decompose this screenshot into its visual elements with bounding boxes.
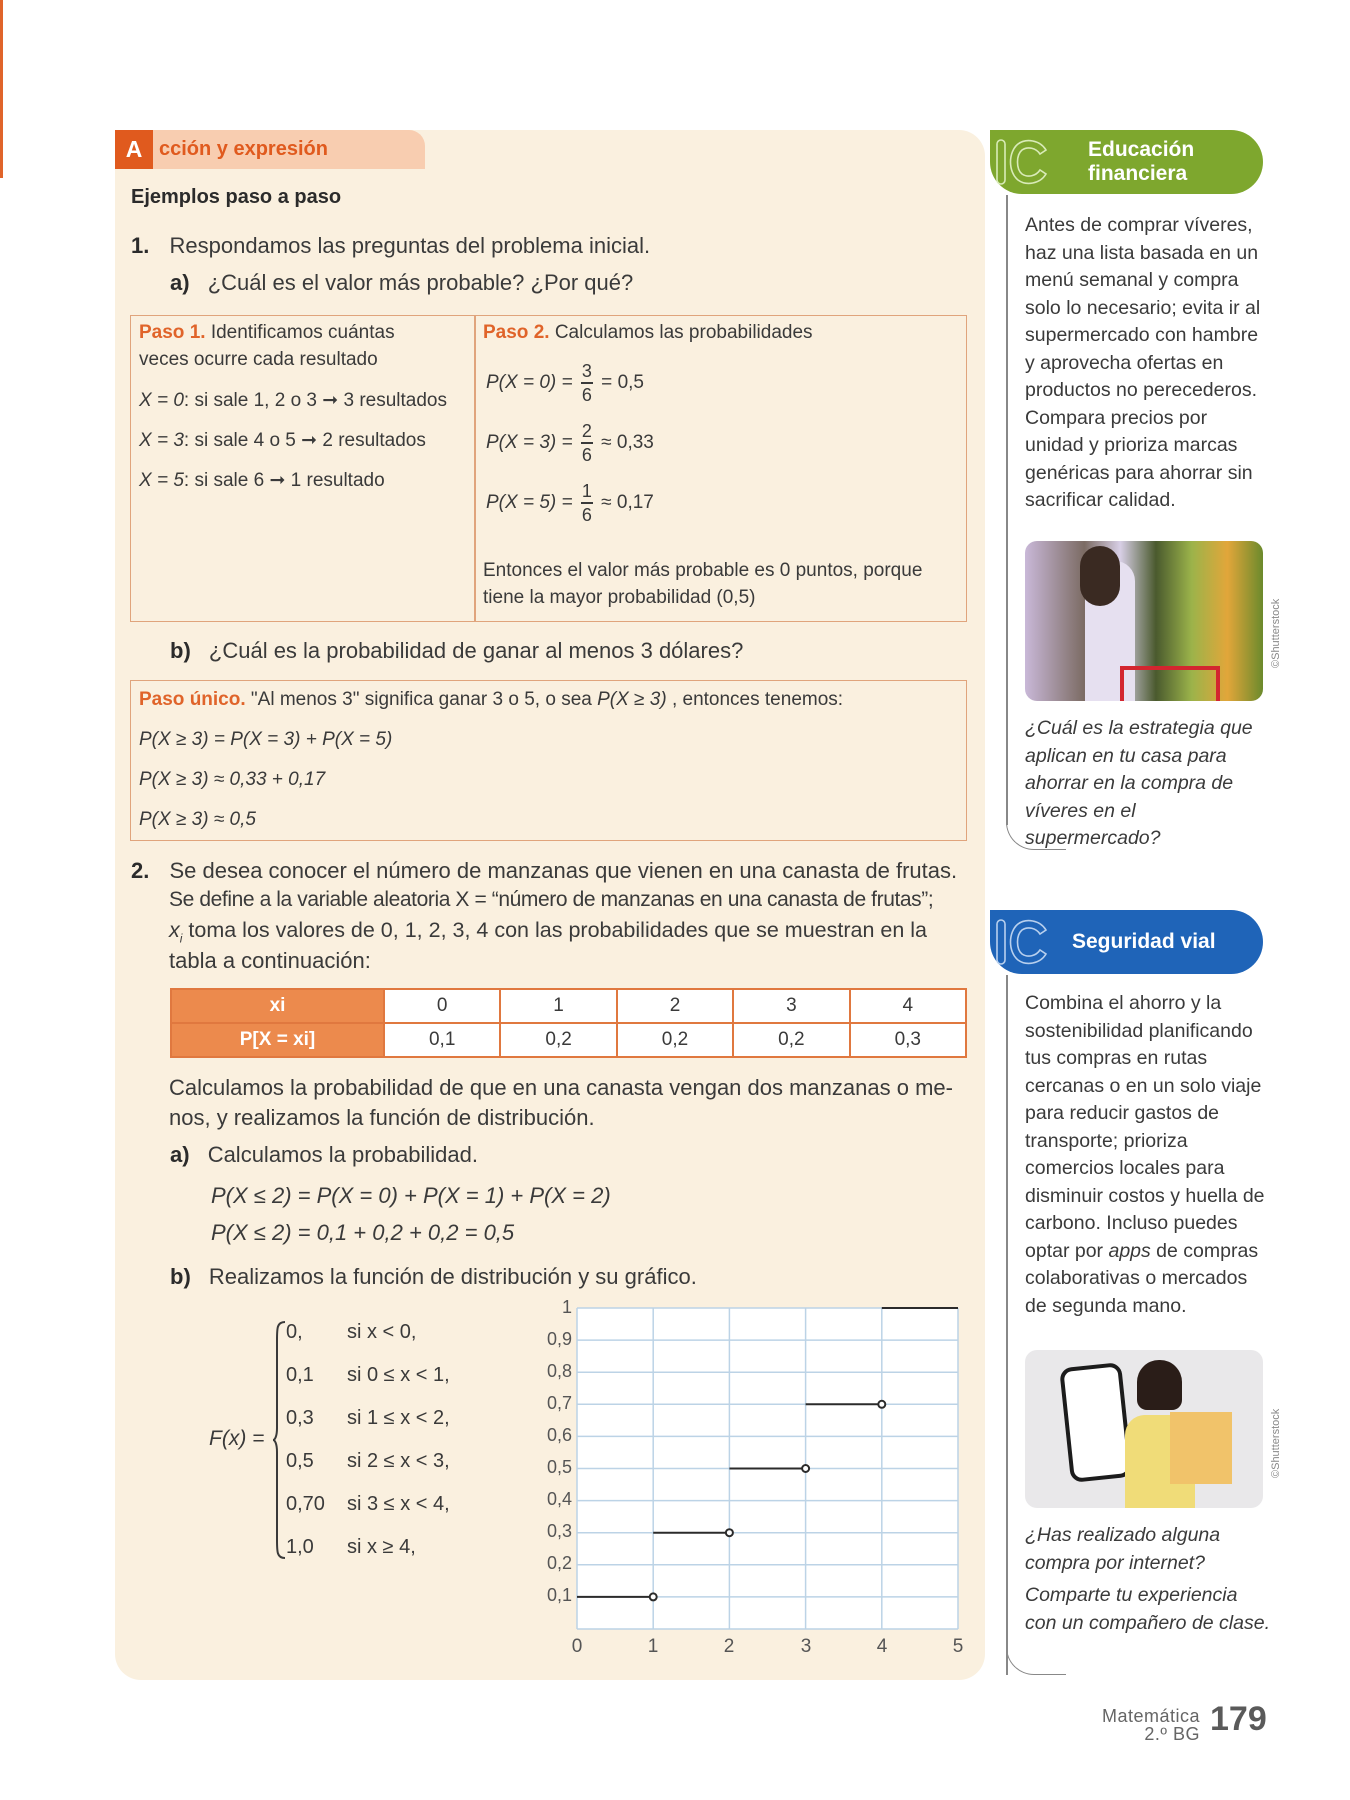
step1-heading: [139, 322, 395, 344]
exercise1-part-b: [170, 638, 743, 664]
part-b-label: b): [170, 1264, 191, 1289]
page-number: 179: [1210, 1700, 1267, 1738]
step2-heading: [483, 322, 813, 344]
step2-conclusion-line2: tiene la mayor probabilidad (0,5): [483, 587, 756, 608]
piece-value: 0,1: [286, 1364, 314, 1386]
piece-condition: si 0 ≤ x < 1,: [347, 1364, 450, 1386]
table-header-xi: xi: [171, 989, 384, 1023]
table-cell: 0,2: [617, 1023, 733, 1057]
card2-question1: ¿Has realizado alguna compra por internet?: [1025, 1524, 1221, 1574]
piece-condition: si 3 ≤ x < 4,: [347, 1493, 450, 1515]
single-step-line: P(X ≥ 3) ≈ 0,33 + 0,17: [139, 769, 326, 790]
card1-text: Antes de comprar víveres, haz una lista basada en un menú semanal y compra solo lo necesario; evita ir al supermercado con hambre y aprovecha ofertas en productos no perecederos. Compara precios por unidad y prioriza marcas genéricas para ahorrar sin sacrificar calidad.: [1025, 214, 1261, 511]
table-header-prob: P[X = xi]: [171, 1023, 384, 1057]
piece-value: 1,0: [286, 1536, 314, 1558]
card1-border: [1006, 195, 1008, 825]
x-tick-label: 2: [723, 1636, 735, 1657]
exercise2-line3: [169, 918, 927, 945]
y-tick-label: 1: [561, 1297, 572, 1317]
exercise2-line4: tabla a continuación:: [169, 948, 371, 973]
y-tick-label: 0,8: [546, 1361, 572, 1381]
part-b-question: ¿Cuál es la probabilidad de ganar al menos 3 dólares?: [208, 638, 744, 663]
table-row-xi: [171, 989, 966, 1023]
part-a-label: a): [170, 270, 190, 295]
variable-x: x: [169, 918, 180, 942]
y-tick-label: 0,4: [546, 1489, 572, 1509]
card2-text-part2: de compras colaborativas o mercados de segunda mano.: [1025, 1239, 1259, 1317]
table-cell: 2: [617, 989, 733, 1023]
piece-condition: si x < 0,: [347, 1321, 417, 1343]
step1-case: [139, 429, 426, 452]
single-step-text: "Al menos 3" significa ganar 3 o 5, o sea: [250, 689, 592, 710]
y-tick-label: 0,7: [546, 1393, 572, 1413]
numerator: 1: [581, 481, 592, 501]
x-tick-label: 1: [647, 1636, 659, 1657]
table-cell: 0: [384, 989, 500, 1023]
step2-title: Paso 2.: [483, 322, 550, 343]
table-cell: 0,1: [384, 1023, 500, 1057]
x-tick-label: 3: [800, 1636, 812, 1657]
card1-title-line2: financiera: [1088, 162, 1188, 186]
table-cell: 0,2: [500, 1023, 616, 1057]
card2-border-curve: [1006, 1635, 1066, 1675]
relation: =: [601, 371, 613, 393]
exercise2-line3-text: toma los valores de 0, 1, 2, 3, 4 con las probabilidades que se muestran en la: [188, 918, 928, 942]
card1-photo-credit: ©Shutterstock: [1270, 598, 1282, 668]
y-tick-label: 0,5: [546, 1457, 572, 1477]
subscript-i: i: [179, 931, 183, 946]
step1-case: [139, 389, 447, 412]
card2-text: [1025, 990, 1270, 1320]
relation: ≈: [601, 491, 612, 513]
card2-border: [1006, 975, 1008, 1675]
card1-title-line1: Educación: [1088, 138, 1195, 161]
single-step-line: P(X ≥ 3) = P(X = 3) + P(X = 5): [139, 729, 393, 750]
piece-value: 0,70: [286, 1493, 325, 1515]
piece-condition: si x ≥ 4,: [347, 1536, 416, 1558]
piece-value: 0,3: [286, 1407, 314, 1429]
probability-equation: [486, 482, 654, 524]
ic-logo-icon: [994, 136, 1054, 188]
exercise2-line2: Se define a la variable aleatoria X = “número de manzanas en una canasta de frutas”;: [169, 888, 934, 911]
footer-grade: 2.º BG: [1144, 1724, 1200, 1744]
section-tab-letter: A: [115, 130, 153, 169]
exercise2-number: 2.: [131, 858, 150, 883]
denominator: 6: [581, 384, 592, 405]
card1-photo: [1025, 541, 1263, 701]
probability-equation: [486, 362, 644, 404]
step1-title: Paso 1.: [139, 322, 206, 343]
piece-condition: si 2 ≤ x < 3,: [347, 1450, 450, 1472]
exercise1-number: 1.: [131, 233, 150, 258]
card1-question: ¿Cuál es la estrategia que aplican en tu casa para ahorrar en la compra de víveres en el supermercado?: [1025, 717, 1253, 849]
arrow-right-icon: ➞: [269, 470, 286, 491]
case-result: 1 resultado: [290, 470, 385, 491]
case-lhs: X = 0: [139, 390, 184, 411]
piece-value: 0,: [286, 1321, 303, 1343]
y-tick-label: 0,2: [546, 1553, 572, 1573]
footer-subject: Matemática: [1101, 1706, 1200, 1726]
ic-logo-icon: [994, 916, 1054, 968]
table-cell: 3: [733, 989, 849, 1023]
step2-text: Calculamos las probabilidades: [554, 322, 813, 343]
case-condition: : si sale 1, 2 o 3: [183, 390, 317, 411]
part-b-label: b): [170, 638, 191, 663]
case-condition: : si sale 6: [183, 470, 265, 491]
card2-header: [990, 910, 1263, 974]
exercise2-part-a: [170, 1142, 478, 1168]
page-edge-marker: [0, 0, 3, 178]
footer-subject-block: [1102, 1707, 1200, 1743]
case-result: 3 resultados: [343, 390, 447, 411]
prob-lhs: P(X = 3) =: [486, 431, 573, 453]
case-result: 2 resultados: [322, 430, 426, 451]
step1-case: [139, 469, 385, 492]
exercise2-equation1: P(X ≤ 2) = P(X = 0) + P(X = 1) + P(X = 2): [211, 1183, 611, 1208]
card2-question2: Comparte tu experiencia con un compañero de clase.: [1025, 1584, 1270, 1634]
fraction: [581, 362, 593, 404]
single-step-text-after: , entonces tenemos:: [671, 689, 844, 710]
y-tick-label: 0,3: [546, 1521, 572, 1541]
part-a-text: Calculamos la probabilidad.: [207, 1142, 478, 1167]
single-step-title: Paso único.: [139, 689, 246, 710]
table-cell: 0,3: [850, 1023, 966, 1057]
card2-text-part1: Combina el ahorro y la sostenibilidad planificando tus compras en rutas cercanas o en un solo viaje para reducir gastos de transporte; prioriza comercios locales para disminuir costos y huella de carbono. Incluso puedes optar por: [1025, 992, 1265, 1262]
x-tick-label: 4: [876, 1636, 888, 1657]
prob-value: 0,5: [617, 371, 644, 393]
denominator: 6: [581, 444, 592, 465]
card1-title: [1088, 138, 1194, 186]
single-step-expression: P(X ≥ 3): [597, 689, 667, 710]
numerator: 2: [581, 421, 592, 441]
case-condition: : si sale 4 o 5: [183, 430, 296, 451]
exercise2-part-b: [170, 1264, 697, 1290]
exercise1-statement: Respondamos las preguntas del problema inicial.: [169, 233, 651, 258]
arrow-right-icon: ➞: [301, 430, 318, 451]
prob-lhs: P(X = 0) =: [486, 371, 573, 393]
card2-photo: [1025, 1350, 1263, 1508]
card2-text-italic: apps: [1108, 1239, 1151, 1262]
x-tick-label: 0: [571, 1636, 583, 1657]
exercise2-text: Se desea conocer el número de manzanas que vienen en una canasta de frutas.: [169, 858, 958, 883]
fraction: [581, 422, 593, 464]
part-a-question: ¿Cuál es el valor más probable? ¿Por qué?: [207, 270, 634, 295]
arrow-right-icon: ➞: [322, 390, 339, 411]
prob-value: 0,33: [616, 431, 654, 453]
section-tab: [115, 130, 425, 169]
part-b-text: Realizamos la función de distribución y su gráfico.: [208, 1264, 697, 1289]
y-tick-label: 0,1: [546, 1585, 572, 1605]
piece-value: 0,5: [286, 1450, 314, 1472]
y-tick-label: 0,9: [546, 1329, 572, 1349]
step2-conclusion-line1: Entonces el valor más probable es 0 puntos, porque: [483, 560, 923, 581]
exercise2-line1: [131, 858, 957, 884]
prob-lhs: P(X = 5) =: [486, 491, 573, 513]
card2-title: Seguridad vial: [1072, 930, 1216, 953]
exercise2-equation2: P(X ≤ 2) = 0,1 + 0,2 + 0,2 = 0,5: [211, 1220, 515, 1245]
relation: ≈: [601, 431, 612, 453]
exercise2-intro-line1: Calculamos la probabilidad de que en una canasta vengan dos manzanas o me-: [169, 1075, 953, 1100]
part-a-label: a): [170, 1142, 190, 1167]
card1-header: [990, 130, 1263, 194]
step1-text: Identificamos cuántas: [210, 322, 395, 343]
exercise2-intro-line2: nos, y realizamos la función de distribución.: [169, 1105, 595, 1130]
table-cell: 4: [850, 989, 966, 1023]
section-tab-title: cción y expresión: [159, 138, 328, 160]
case-lhs: X = 3: [139, 430, 184, 451]
card2-photo-credit: ©Shutterstock: [1270, 1408, 1282, 1478]
section-heading: Ejemplos paso a paso: [131, 186, 342, 208]
left-brace-icon: [272, 1320, 286, 1560]
probability-table: [170, 988, 967, 1058]
table-row-prob: [171, 1023, 966, 1057]
single-step-heading: [139, 689, 843, 711]
single-step-line: P(X ≥ 3) ≈ 0,5: [139, 809, 256, 830]
case-lhs: X = 5: [139, 470, 184, 491]
x-tick-label: 5: [952, 1636, 964, 1657]
fraction: [581, 482, 593, 524]
chart-plot: [540, 1300, 980, 1630]
denominator: 6: [581, 504, 592, 525]
numerator: 3: [581, 361, 592, 381]
piece-condition: si 1 ≤ x < 2,: [347, 1407, 450, 1429]
exercise1-part-a: [170, 270, 633, 296]
table-cell: 1: [500, 989, 616, 1023]
probability-equation: [486, 422, 654, 464]
step1-text-line2: veces ocurre cada resultado: [139, 349, 378, 370]
function-name: F(x) =: [209, 1427, 265, 1450]
steps-divider: [474, 315, 476, 622]
exercise1-statement-row: [131, 233, 650, 259]
prob-value: 0,17: [616, 491, 654, 513]
table-cell: 0,2: [733, 1023, 849, 1057]
y-tick-label: 0,6: [546, 1425, 572, 1445]
